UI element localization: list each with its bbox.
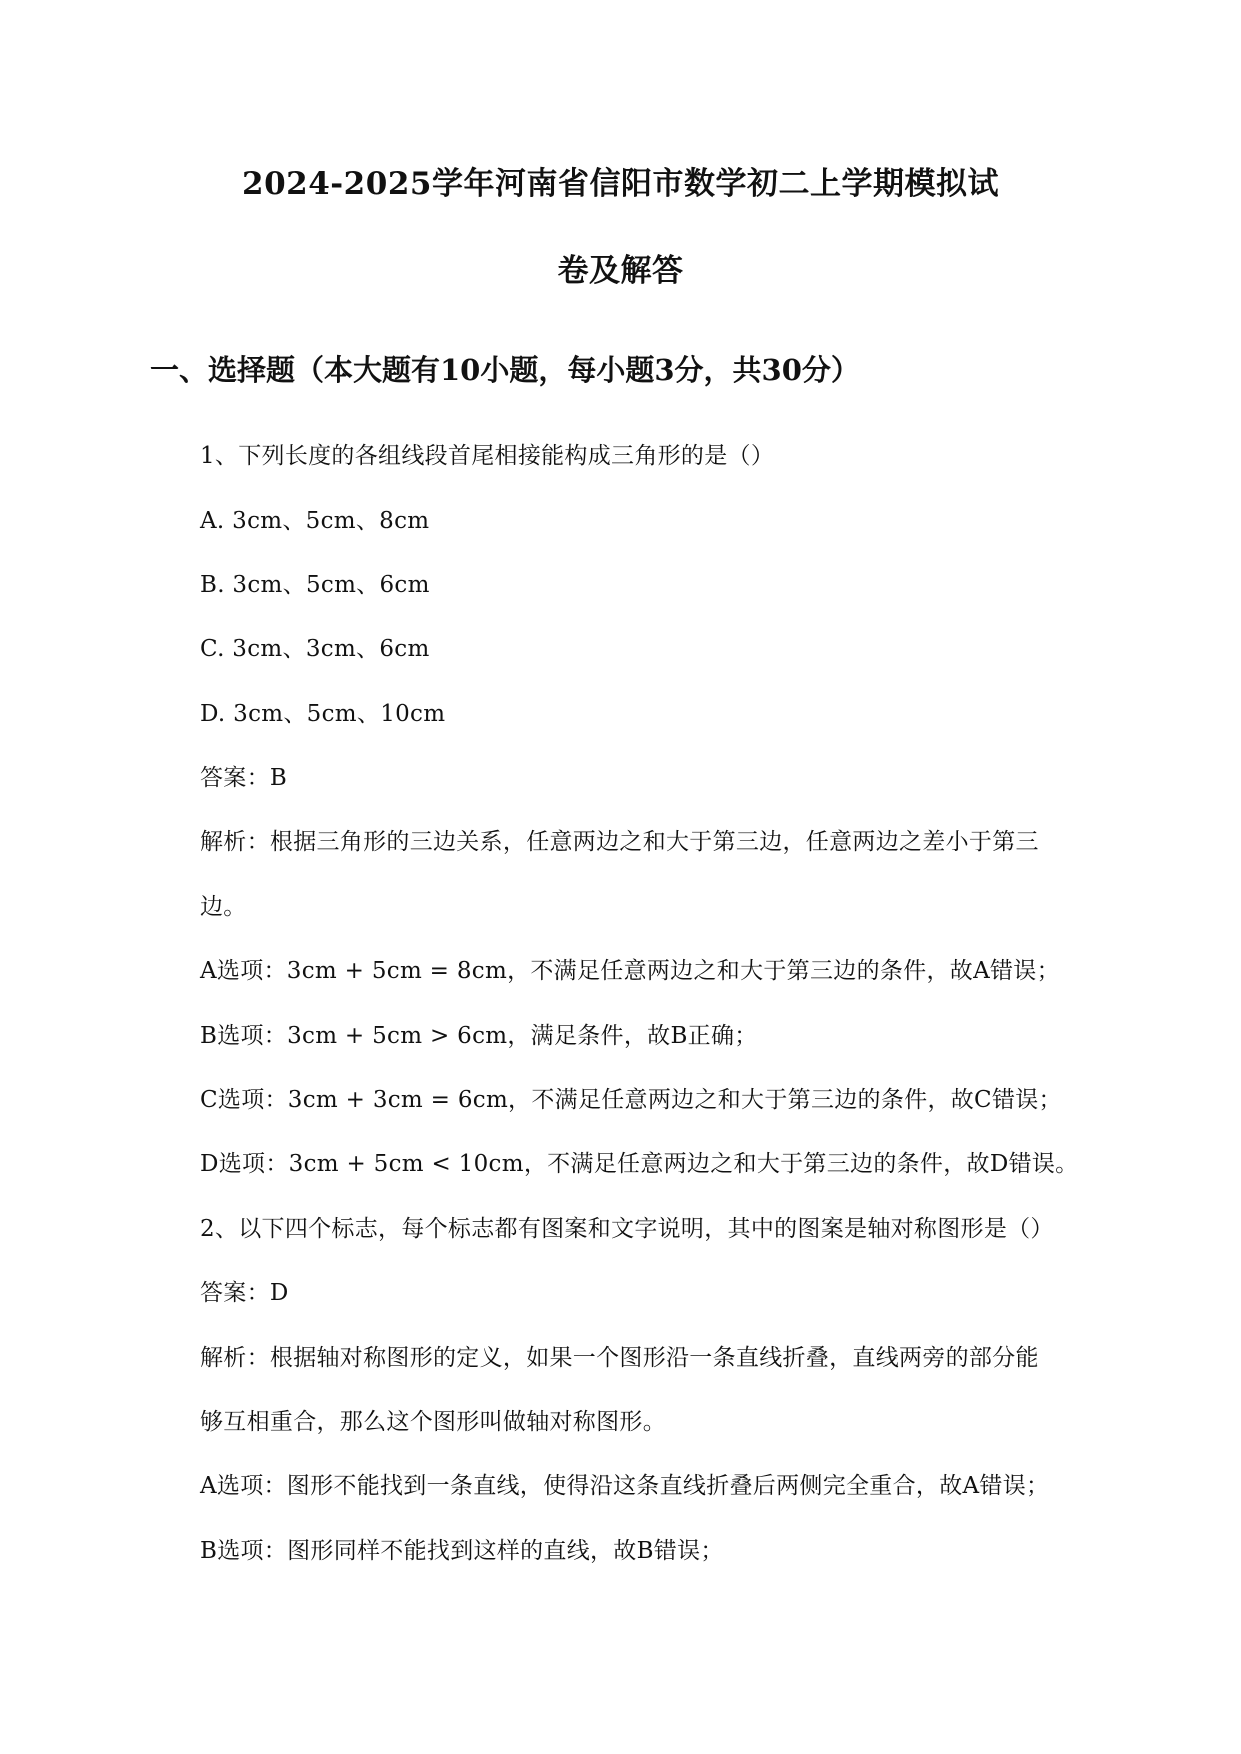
question-1-stem: 1、下列长度的各组线段首尾相接能构成三角形的是（）	[200, 443, 775, 469]
section-heading: 一、选择题（本大题有10小题，每小题3分，共30分）	[150, 353, 860, 387]
question-2-analysis-option-b: B选项：图形同样不能找到这样的直线，故B错误；	[200, 1538, 724, 1564]
document-title-line-2: 卷及解答	[557, 253, 684, 289]
question-2-stem: 2、以下四个标志，每个标志都有图案和文字说明，其中的图案是轴对称图形是（）	[200, 1216, 1054, 1242]
question-1-option-d: D. 3cm、5cm、10cm	[200, 701, 446, 727]
question-1-analysis-option-a: A选项：3cm + 5cm = 8cm，不满足任意两边之和大于第三边的条件，故A错误；	[200, 958, 1060, 984]
question-1-answer: 答案：B	[200, 765, 288, 791]
question-2-answer: 答案：D	[200, 1280, 289, 1306]
question-2-analysis-option-a: A选项：图形不能找到一条直线，使得沿这条直线折叠后两侧完全重合，故A错误；	[200, 1473, 1050, 1499]
question-2-analysis-line-1: 解析：根据轴对称图形的定义，如果一个图形沿一条直线折叠，直线两旁的部分能	[200, 1345, 1039, 1371]
document-title-line-1: 2024-2025学年河南省信阳市数学初二上学期模拟试	[242, 166, 999, 202]
question-1-option-c: C. 3cm、3cm、6cm	[200, 636, 430, 662]
question-1-option-b: B. 3cm、5cm、6cm	[200, 572, 430, 598]
question-1-analysis-option-d: D选项：3cm + 5cm < 10cm，不满足任意两边之和大于第三边的条件，故D错误。	[200, 1151, 1079, 1177]
question-1-analysis-option-c: C选项：3cm + 3cm = 6cm，不满足任意两边之和大于第三边的条件，故C错误；	[200, 1087, 1062, 1113]
question-2-analysis-line-2: 够互相重合，那么这个图形叫做轴对称图形。	[200, 1409, 666, 1435]
question-1-analysis-line-2: 边。	[200, 894, 247, 920]
question-1-option-a: A. 3cm、5cm、8cm	[200, 508, 430, 534]
question-1-analysis-option-b: B选项：3cm + 5cm > 6cm，满足条件，故B正确；	[200, 1023, 758, 1049]
question-1-analysis-line-1: 解析：根据三角形的三边关系，任意两边之和大于第三边，任意两边之差小于第三	[200, 829, 1039, 855]
